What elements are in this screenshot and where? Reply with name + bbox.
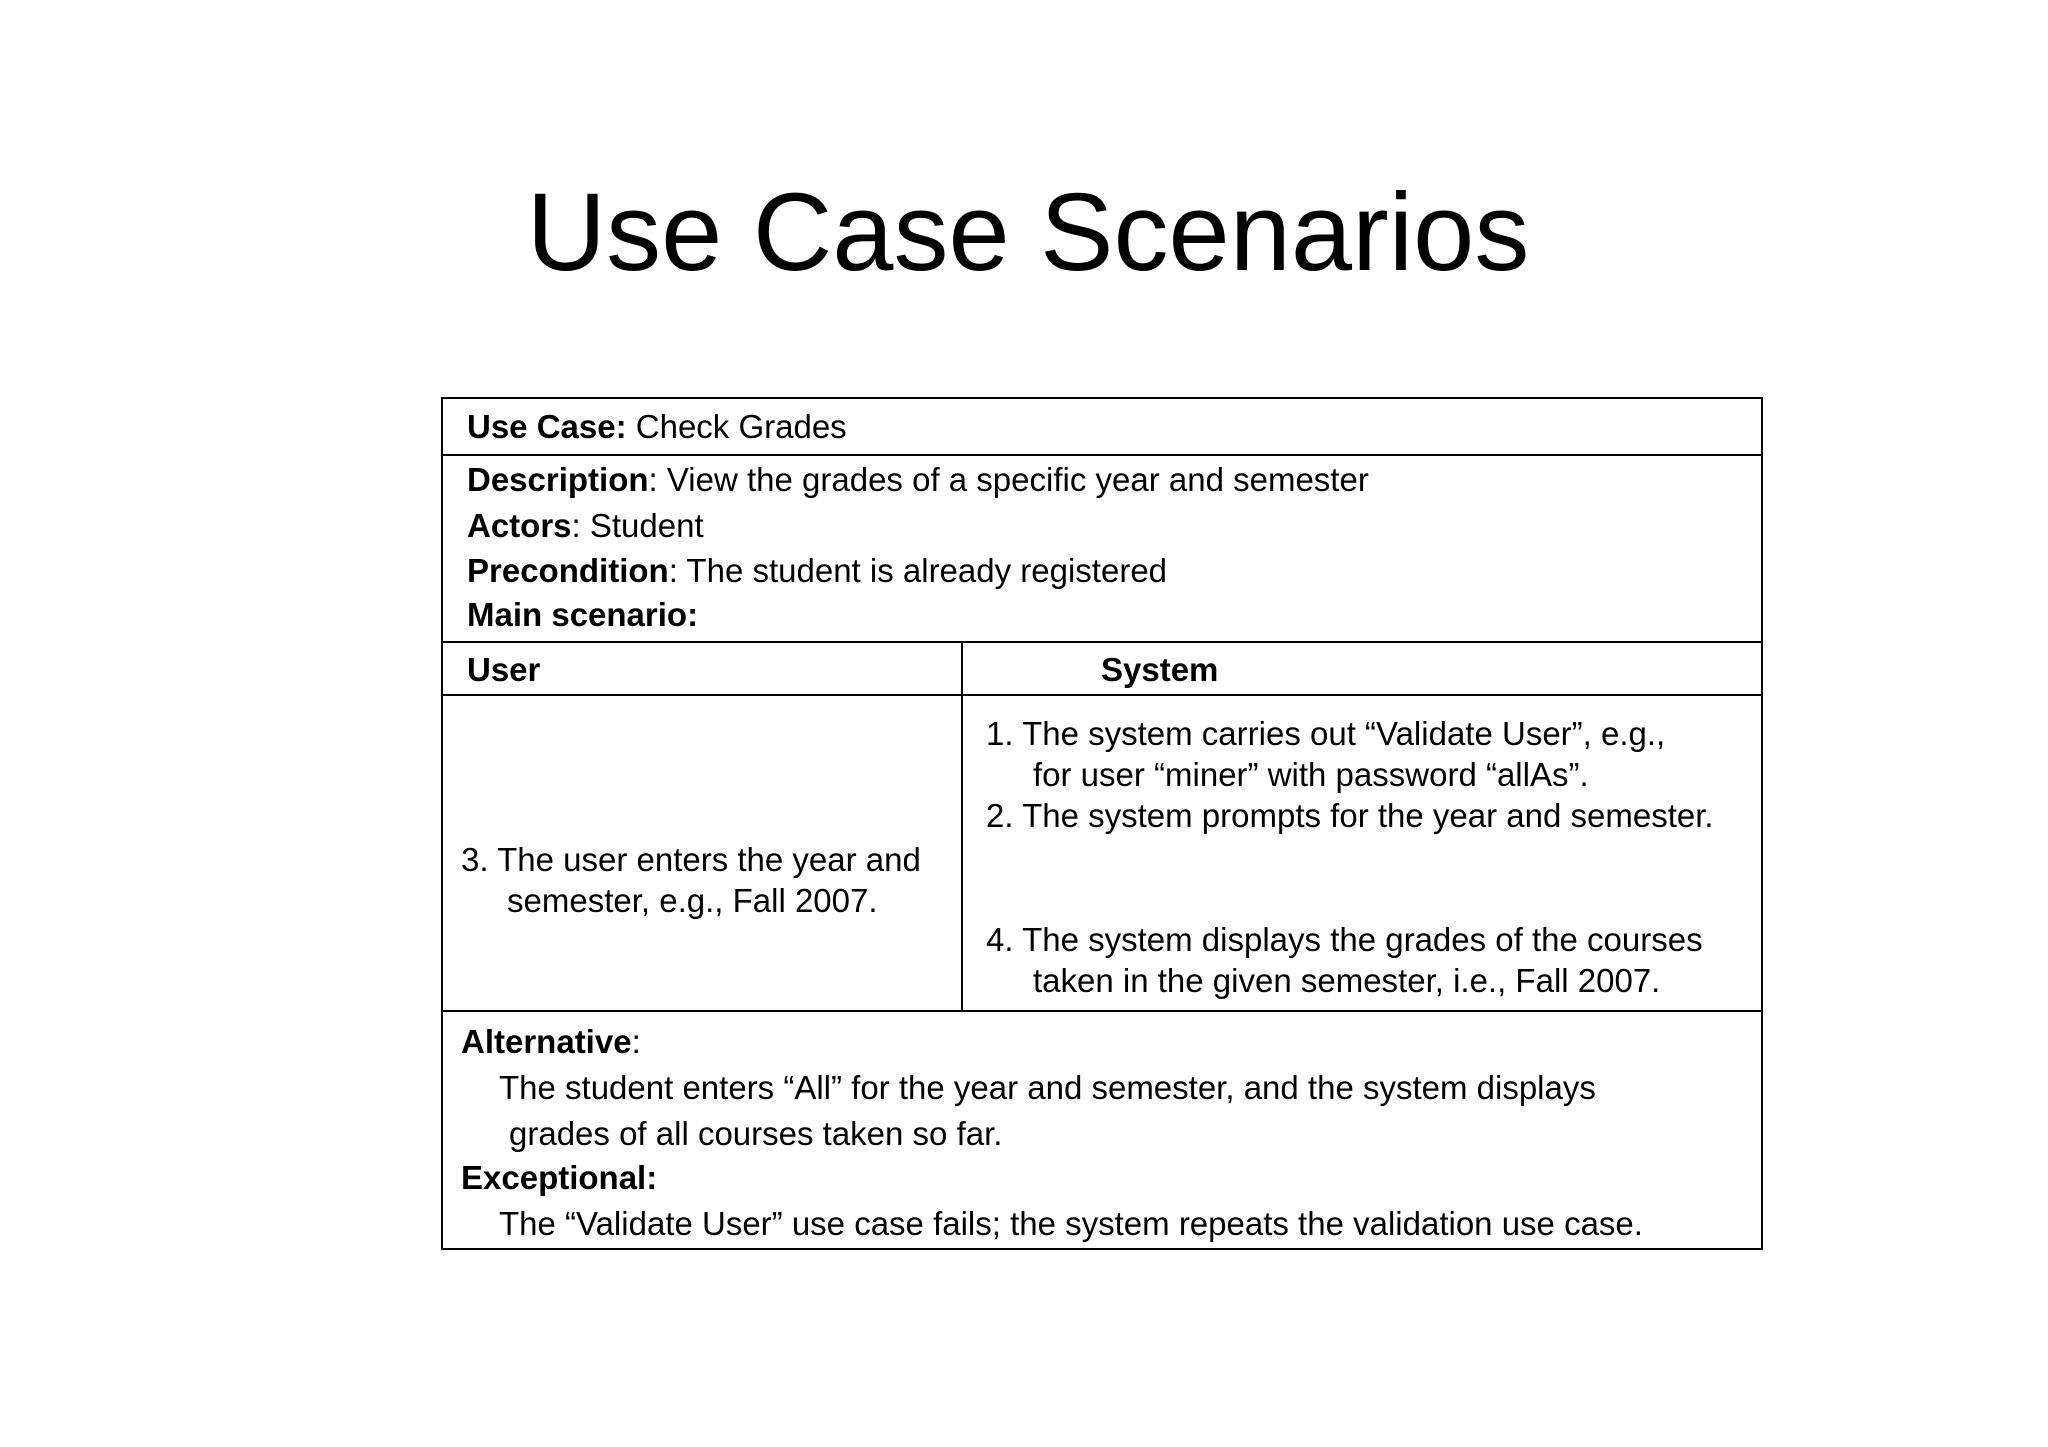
system-step-4-line-2: taken in the given semester, i.e., Fall 2007.	[1033, 962, 1661, 999]
description-row	[443, 456, 1761, 643]
alternative-label: Alternative	[461, 1023, 632, 1060]
precondition-label: Precondition	[467, 552, 669, 589]
actors-label: Actors	[467, 507, 572, 544]
description-label: Description	[467, 461, 649, 498]
slide-title: Use Case Scenarios	[526, 171, 1530, 294]
main-scenario-label: Main scenario:	[467, 596, 699, 633]
alternative-line-1: The student enters “All” for the year and semester, and the system displays	[499, 1069, 1596, 1106]
column-header-row	[443, 643, 1761, 696]
use-case-value: Check Grades	[626, 408, 847, 445]
system-step-4-line-1: 4. The system displays the grades of the courses	[986, 921, 1703, 958]
description-line	[467, 460, 1369, 500]
precondition-value: : The student is already registered	[668, 552, 1168, 589]
exceptional-label: Exceptional:	[461, 1159, 658, 1196]
use-case-label: Use Case:	[467, 408, 627, 445]
system-column-header: System	[1101, 651, 1219, 688]
use-case-line	[467, 407, 847, 447]
column-divider	[961, 643, 963, 1012]
alternative-colon: :	[631, 1023, 641, 1060]
user-column-header: User	[467, 651, 541, 688]
actors-value: : Student	[571, 507, 704, 544]
precondition-line	[467, 551, 1167, 591]
user-step-3-line-2: semester, e.g., Fall 2007.	[507, 882, 878, 919]
alternative-exceptional-row	[443, 1012, 1761, 1250]
actors-line	[467, 506, 704, 546]
alternative-heading	[461, 1022, 641, 1062]
description-value: : View the grades of a specific year and semester	[648, 461, 1369, 498]
exceptional-line-1: The “Validate User” use case fails; the system repeats the validation use case.	[499, 1205, 1643, 1242]
system-step-1-line-2: for user “miner” with password “allAs”.	[1033, 756, 1589, 793]
alternative-line-2: grades of all courses taken so far.	[509, 1115, 1003, 1152]
user-step-3-line-1: 3. The user enters the year and	[461, 841, 921, 878]
use-case-table	[441, 397, 1763, 1250]
system-step-2: 2. The system prompts for the year and semester.	[986, 797, 1714, 834]
steps-row	[443, 696, 1761, 1012]
system-step-1-line-1: 1. The system carries out “Validate User”, e.g.,	[986, 715, 1666, 752]
use-case-row	[443, 399, 1761, 456]
